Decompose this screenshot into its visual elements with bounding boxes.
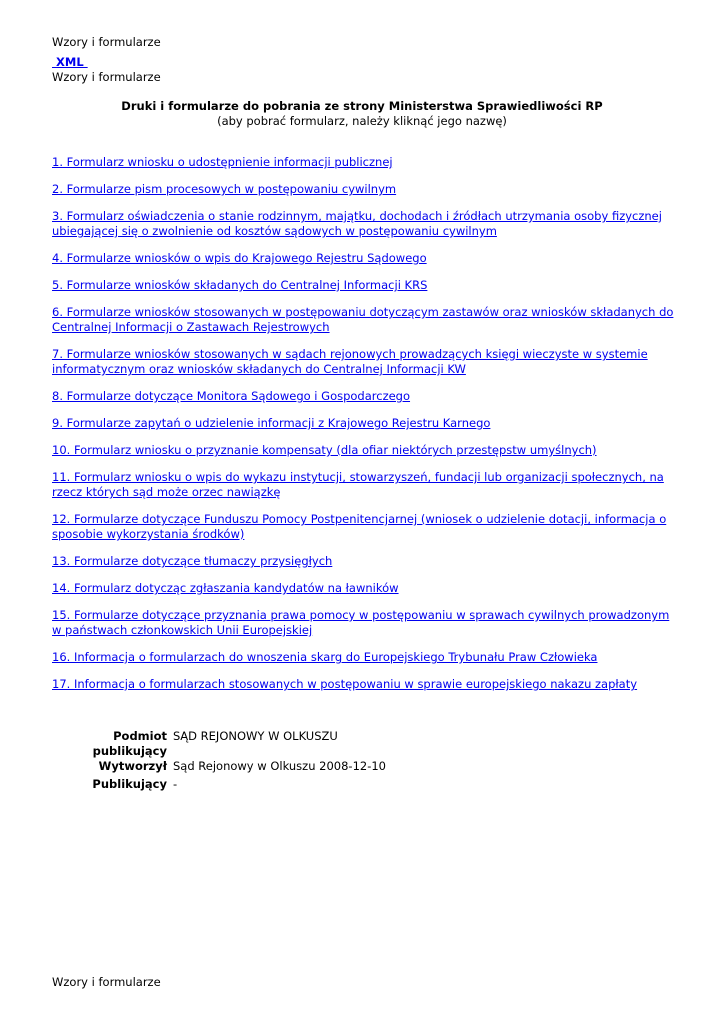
footer-text: Wzory i formularze: [52, 975, 161, 989]
form-link-11[interactable]: 11. Formularz wniosku o wpis do wykazu instytucji, stowarzyszeń, fundacji lub organizacji społecznych, na rzecz których sąd może orzec nawiązkę: [52, 470, 664, 499]
form-link-10[interactable]: 10. Formularz wniosku o przyznanie kompensaty (dla ofiar niektórych przestępstw umyślnych): [52, 443, 597, 457]
form-link-13[interactable]: 13. Formularze dotyczące tłumaczy przysięgłych: [52, 554, 333, 568]
table-row: [52, 777, 386, 795]
list-item: [52, 347, 677, 377]
list-item: [52, 209, 677, 239]
form-link-15[interactable]: 15. Formularze dotyczące przyznania prawa pomocy w postępowaniu w sprawach cywilnych prowadzonym w państwach członkowskich Unii Europejskiej: [52, 608, 670, 637]
header-subtitle: Wzory i formularze: [52, 70, 161, 84]
list-item: [52, 278, 677, 293]
list-item: [52, 554, 677, 569]
list-item: [52, 416, 677, 431]
list-item: [52, 182, 677, 197]
xml-link[interactable]: XML: [52, 55, 88, 69]
published-by-label: Publikujący: [92, 776, 167, 791]
list-item: [52, 677, 677, 692]
metadata-table: [52, 729, 386, 794]
list-item: [52, 251, 677, 266]
form-link-4[interactable]: 4. Formularze wniosków o wpis do Krajowego Rejestru Sądowego: [52, 251, 427, 265]
list-item: [52, 470, 677, 500]
form-link-8[interactable]: 8. Formularze dotyczące Monitora Sądowego i Gospodarczego: [52, 389, 411, 403]
published-by-value: -: [173, 776, 178, 791]
table-row: [52, 759, 386, 777]
list-item: [52, 512, 677, 542]
publisher-value: SĄD REJONOWY W OLKUSZU: [173, 729, 338, 743]
publisher-label: Podmiot publikujący: [92, 729, 167, 758]
table-row: [52, 729, 386, 759]
intro-title: Druki i formularze do pobrania ze strony Ministerstwa Sprawiedliwości RP: [121, 99, 603, 113]
list-item: [52, 155, 677, 170]
form-link-16[interactable]: 16. Informacja o formularzach do wnoszenia skarg do Europejskiego Trybunału Praw Człowieka: [52, 650, 598, 664]
list-item: [52, 608, 677, 638]
form-link-6[interactable]: 6. Formularze wniosków stosowanych w postępowaniu dotyczącym zastawów oraz wniosków składanych do Centralnej Informacji o Zastawach Rejestrowych: [52, 305, 674, 334]
list-item: [52, 443, 677, 458]
form-link-5[interactable]: 5. Formularze wniosków składanych do Centralnej Informacji KRS: [52, 278, 428, 292]
author-label: Wytworzył: [98, 759, 167, 773]
list-item: [52, 650, 677, 665]
intro-section: [52, 99, 672, 129]
form-link-7[interactable]: 7. Formularze wniosków stosowanych w sądach rejonowych prowadzących księgi wieczyste w systemie informatycznym oraz wniosków składanych do Centralnej Informacji KW: [52, 347, 648, 376]
form-link-12[interactable]: 12. Formularze dotyczące Funduszu Pomocy Postpenitencjarnej (wniosek o udzielenie dotacji, informacja o sposobie wykorzystania środków): [52, 512, 667, 541]
list-item: [52, 389, 677, 404]
author-value: Sąd Rejonowy w Olkuszu 2008-12-10: [173, 759, 386, 773]
header-title: Wzory i formularze: [52, 35, 161, 49]
form-link-1[interactable]: 1. Formularz wniosku o udostępnienie informacji publicznej: [52, 155, 393, 169]
list-item: [52, 305, 677, 335]
intro-subtitle: (aby pobrać formularz, należy kliknąć jego nazwę): [217, 114, 507, 128]
form-link-9[interactable]: 9. Formularze zapytań o udzielenie informacji z Krajowego Rejestru Karnego: [52, 416, 491, 430]
form-link-2[interactable]: 2. Formularze pism procesowych w postępowaniu cywilnym: [52, 182, 397, 196]
list-item: [52, 581, 677, 596]
form-link-17[interactable]: 17. Informacja o formularzach stosowanych w postępowaniu w sprawie europejskiego nakazu zapłaty: [52, 677, 638, 691]
form-link-3[interactable]: 3. Formularz oświadczenia o stanie rodzinnym, majątku, dochodach i źródłach utrzymania osoby fizycznej ubiegającej się o zwolnienie od kosztów sądowych w postępowaniu cywilnym: [52, 209, 662, 238]
forms-list: [52, 155, 677, 704]
form-link-14[interactable]: 14. Formularz dotycząc zgłaszania kandydatów na ławników: [52, 581, 399, 595]
